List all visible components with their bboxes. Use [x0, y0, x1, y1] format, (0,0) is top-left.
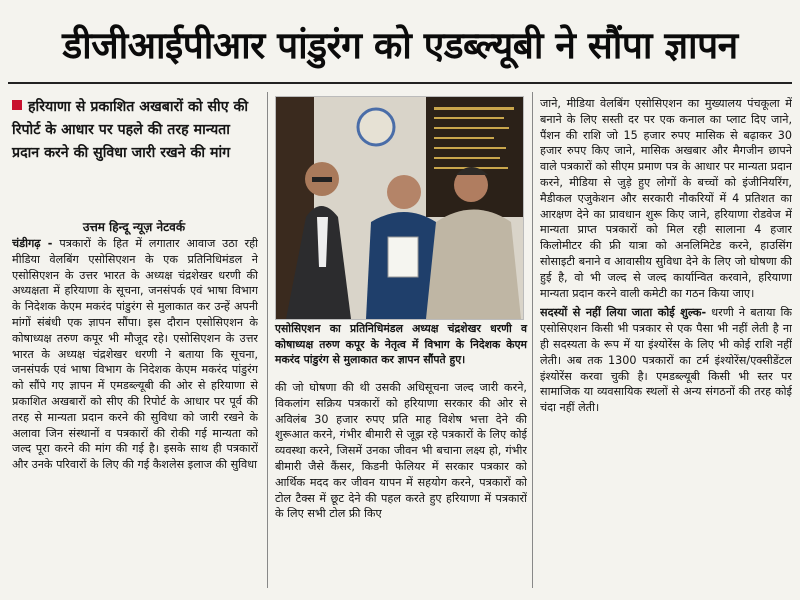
- column-3: [540, 96, 792, 588]
- column-1-text: पत्रकारों के हित में लगातार आवाज उठा रही मीडिया वेलबिंग एसोसिएशन के एक प्रतिनिधिमंडल ने एसोसिएशन के उत्तर भारत के अध्यक्ष चंद्रशेखर धरणी की अध्यक्षता में हरियाणा के सूचना, जनसंपर्क एवं भाषा विभाग के निदेशक केएम मकरंद पांडुरंग से मुलाकात कर उन्हें अपनी मांगों संबंधी एक ज्ञापन सौंपा। इस दौरान एसोसिएशन के कोषाध्यक्ष तरुण कपूर भी मौजूद रहे। एसोसिएशन के उत्तर भारत के अध्यक्ष चंद्रशेखर धरणी ने बताया कि सूचना, जनसंपर्क एवं भाषा विभाग के निदेशक केएम मकरंद पांडुरंग को सौंपे गए ज्ञापन में एमडब्ल्यूबी की ओर से हरियाणा से प्रकाशित अखबारों को सीए की रिपोर्ट के आधार पर पूर्व की तरह से मान्यता प्रदान करने की सुविधा को जारी रखने के अलावा जिन संस्थानों व पत्रकारों की रोकी गई मान्यता को जल्द पूरा करने की मांग की गई है। इसके साथ ही पत्रकारों और उनके परिवारों के लिए की गई कैशलेस इलाज की सुविधा: [12, 237, 258, 472]
- column-1: [12, 236, 258, 588]
- byline: उत्तम हिन्दू न्यूज़ नेटवर्क: [82, 220, 186, 234]
- photo-illustration: [276, 97, 523, 319]
- headline: डीजीआईपीआर पांडुरंग को एडब्ल्यूबी ने सौंपा ज्ञापन: [62, 23, 738, 67]
- column-2: [275, 380, 527, 588]
- column-2-text: की जो घोषणा की थी उसकी अधिसूचना जल्द जारी करने, विकलांग सक्रिय पत्रकारों को हरियाणा सरकार की ओर से अविलंब 30 हजार रुपए प्रति माह विशेष भत्ता देने की शुरूआत करने, गंभीर बीमारी से जूझ रहे पत्रकारों के लिए कोई व्यवस्था करने, जिसमें उनका जीवन भी बचाना लक्ष्य हो, गंभीर बीमारी जैसे कैंसर, किडनी फेलियर में सरकार पत्रकार को आर्थिक मदद कर जीवन यापन में सहयोग करने, पत्रकारों को टोल टैक्स में छूट देने की पहल करते हुए हरियाणा में पत्रकारों के लिए सभी टोल फ्री किए: [275, 381, 527, 521]
- column-3-text-2: धरणी ने बताया कि एसोसिएशन किसी भी पत्रकार से एक पैसा भी नहीं लेती है ना ही सदस्यता के रूप में या इंश्योरेंस के लिए भी कोई राशि नहीं लेती। अब तक 1300 पत्रकारों का टर्म इंश्योरेंस/एक्सीडेंटल इंश्योरेंस करवा चुकी है। एमडब्ल्यूबी किसी भी स्तर पर सामाजिक या व्यवसायिक स्थलों से अन्य संगठनों की तरह कोई चंदा नहीं लेती।: [540, 306, 792, 415]
- headline-rule: [8, 82, 792, 84]
- news-photo: [275, 96, 524, 320]
- photo-caption: एसोसिएशन का प्रतिनिधिमंडल अध्यक्ष चंद्रशेखर धरणी व कोषाध्यक्ष तरुण कपूर के नेतृत्व में विभाग के निदेशक केएम मकरंद पांडुरंग से मुलाकात कर ज्ञापन सौंपते हुए।: [275, 322, 527, 366]
- column-divider: [267, 92, 268, 588]
- dateline: चंडीगढ़ -: [12, 237, 53, 250]
- deck-text: हरियाणा से प्रकाशित अखबारों को सीए की रिपोर्ट के आधार पर पहले की तरह मान्यता प्रदान करने की सुविधा जारी रखने की मांग: [12, 99, 249, 161]
- column-3-text: जाने, मीडिया वेलबिंग एसोसिएशन का मुख्यालय पंचकूला में बनाने के लिए सस्ती दर पर एक कनाल का प्लाट दिए जाने, पैंशन की राशि जो 15 हजार रुपए मासिक से बढ़ाकर 30 हजार रुपए किए जाने, मासिक अखबार और मैगजीन छापने वाले पत्रकारों को सीएम प्रमाण पत्र के आधार पर मान्यता प्रदान करने, मीडिया से जुड़े हुए लोगों के बच्चों को इंजीनियरिंग, मैडीकल एजुकेशन और सरकारी नौकरियों में 4 प्रतिशत का आरक्षण देने का प्रावधान शुरू किए जाने, हरियाणा रोडवेज में मान्यता प्राप्त पत्रकारों को मिल रही सालाना 4 हजार किलोमीटर की फ्री यात्रा को अनलिमिटेड करने, हाउसिंग सोसाइटी बनाने व आवासीय सुविधा देने के लिए जो घोषणा की हुई है, वो भी जल्द से जल्द कार्यान्वित करवाने, हरियाणा मान्यता प्रदान करने वाली कमेटी का गठन किया जाए।: [540, 97, 792, 300]
- column-divider-2: [532, 92, 533, 588]
- red-square-bullet-icon: [12, 100, 22, 110]
- deck: [12, 96, 256, 165]
- column-3-subhead: सदस्यों से नहीं लिया जाता कोई शुल्क-: [540, 306, 707, 320]
